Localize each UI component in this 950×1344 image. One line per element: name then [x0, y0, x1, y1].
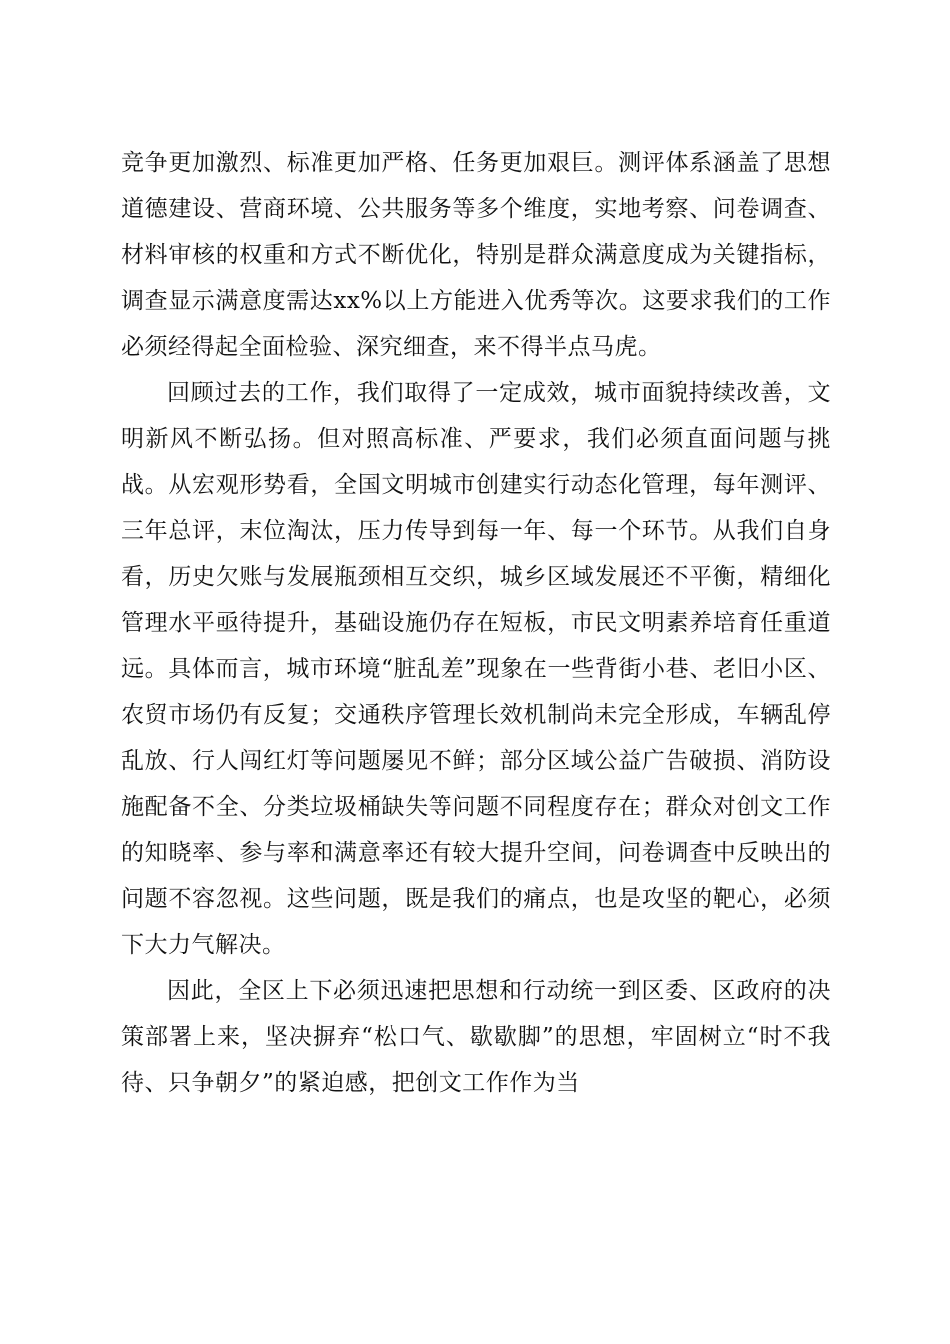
paragraph-continuation: 竞争更加激烈、标准更加严格、任务更加艰巨。测评体系涵盖了思想道德建设、营商环境、公共服务等多个维度，实地考察、问卷调查、材料审核的权重和方式不断优化，特别是群众满意度成为关键指标，调查显示满意度需达xx%以上方能进入优秀等次。这要求我们的工作必须经得起全面检验、深究细查，来不得半点马虎。 — [121, 150, 831, 360]
document-body — [121, 140, 831, 1106]
paragraph-therefore: 因此，全区上下必须迅速把思想和行动统一到区委、区政府的决策部署上来，坚决摒弃“松口气、歇歇脚”的思想，牢固树立“时不我待、只争朝夕”的紧迫感，把创文工作作为当 — [121, 978, 831, 1096]
paragraph-review: 回顾过去的工作，我们取得了一定成效，城市面貌持续改善，文明新风不断弘扬。但对照高标准、严要求，我们必须直面问题与挑战。从宏观形势看，全国文明城市创建实行动态化管理，每年测评、三年总评，末位淘汰，压力传导到每一年、每一个环节。从我们自身看，历史欠账与发展瓶颈相互交织，城乡区域发展还不平衡，精细化管理水平亟待提升，基础设施仍存在短板，市民文明素养培育任重道远。具体而言，城市环境“脏乱差”现象在一些背街小巷、老旧小区、农贸市场仍有反复；交通秩序管理长效机制尚未完全形成，车辆乱停乱放、行人闯红灯等问题屡见不鲜；部分区域公益广告破损、消防设施配备不全、分类垃圾桶缺失等问题不同程度存在；群众对创文工作的知晓率、参与率和满意率还有较大提升空间，问卷调查中反映出的问题不容忽视。这些问题，既是我们的痛点，也是攻坚的靶心，必须下大力气解决。 — [121, 380, 831, 958]
